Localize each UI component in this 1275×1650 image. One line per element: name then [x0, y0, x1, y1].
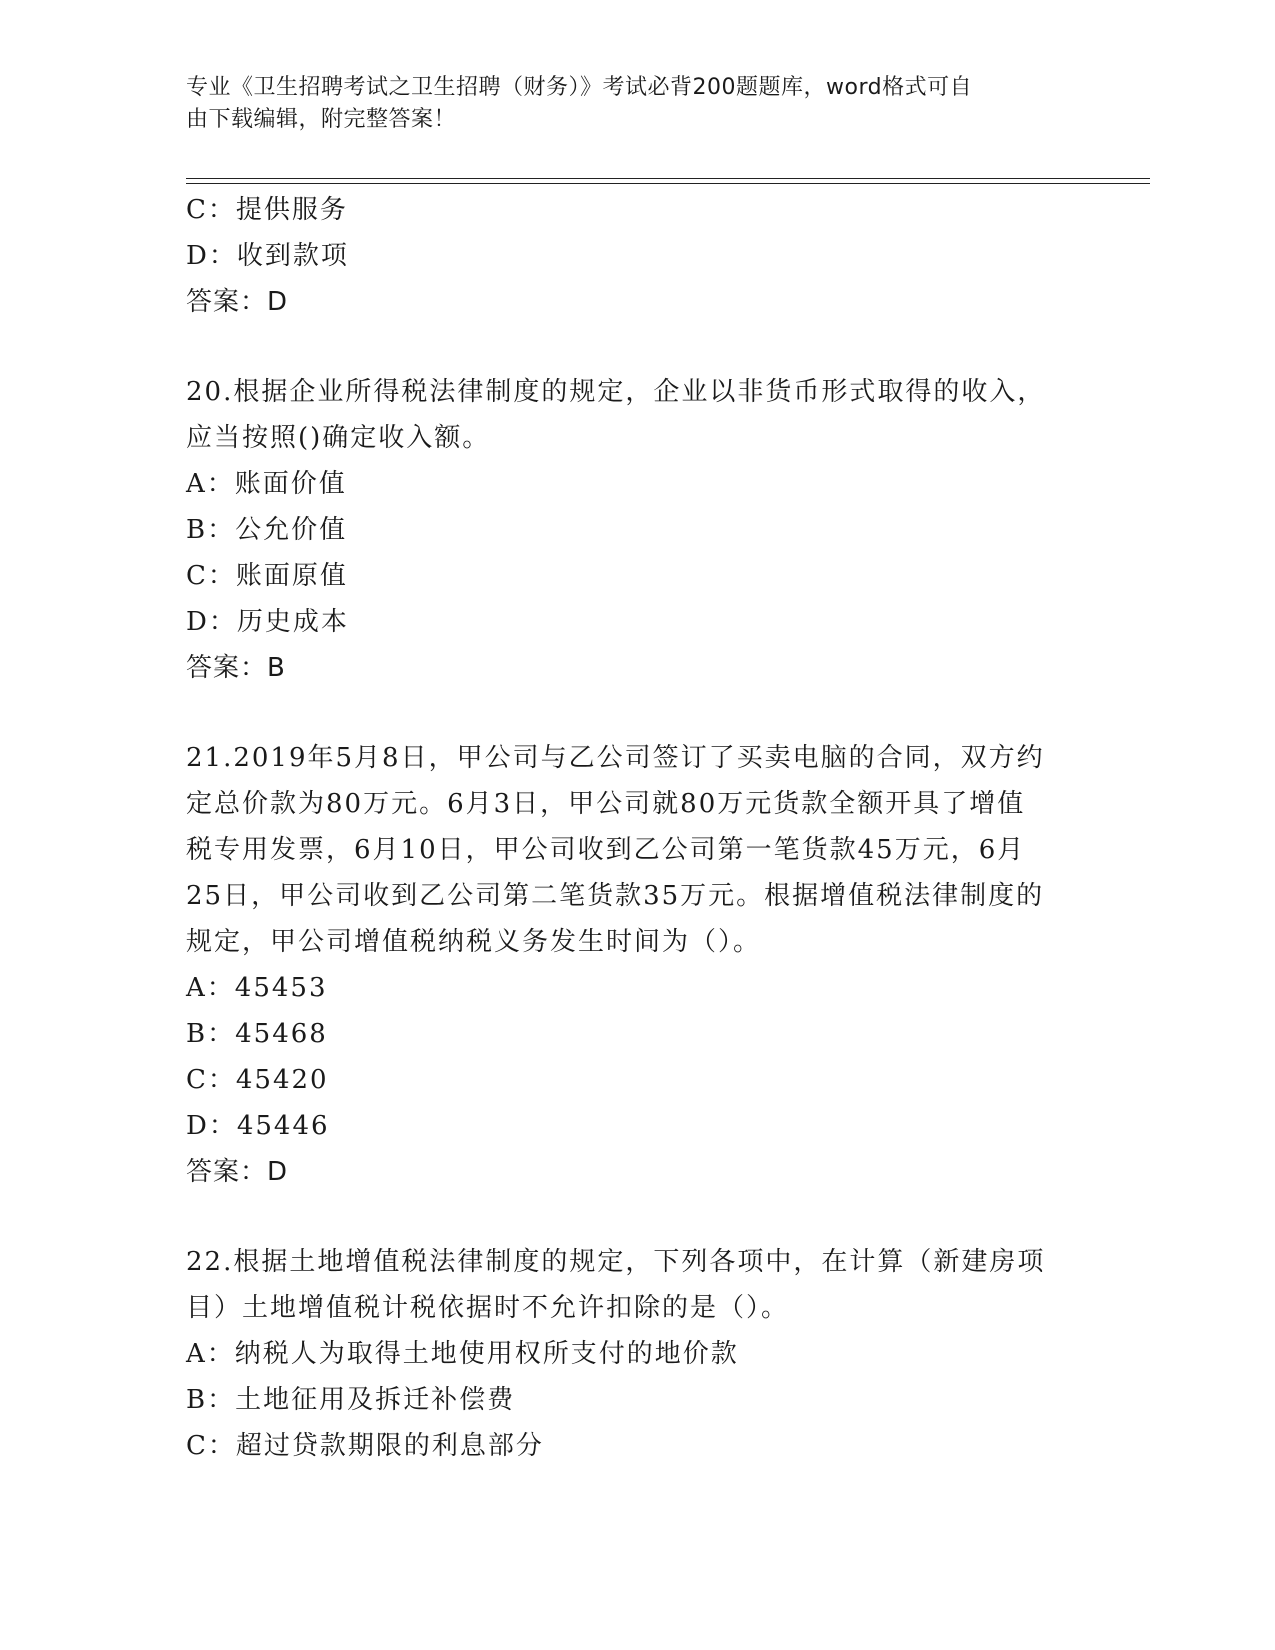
option-a: A：纳税人为取得土地使用权所支付的地价款 [186, 1339, 739, 1369]
option-c: C：45420 [186, 1065, 329, 1095]
question-stem-line: 21.2019年5月8日，甲公司与乙公司签订了买卖电脑的合同，双方约 [186, 743, 1045, 773]
answer-line: 答案：B [186, 653, 286, 683]
option-c: C：账面原值 [186, 561, 348, 591]
header-rule-top [186, 178, 1150, 179]
spacer [186, 1195, 1086, 1239]
document-header [186, 72, 1066, 136]
question-22 [186, 1239, 1086, 1469]
question-21 [186, 735, 1086, 1195]
header-rule-bottom [186, 183, 1150, 184]
question-19-tail [186, 187, 1086, 325]
option-b: B：公允价值 [186, 515, 348, 545]
question-stem-line: 22.根据土地增值税法律制度的规定，下列各项中，在计算（新建房项 [186, 1247, 1046, 1277]
answer-line: 答案：D [186, 1157, 289, 1187]
option-d: D：45446 [186, 1111, 330, 1141]
answer-line: 答案：D [186, 287, 289, 317]
document-body [186, 187, 1086, 1469]
option-d: D：历史成本 [186, 607, 349, 637]
option-c: C：超过贷款期限的利息部分 [186, 1431, 544, 1461]
option-b: B：45468 [186, 1019, 328, 1049]
spacer [186, 691, 1086, 735]
question-stem-line: 规定，甲公司增值税纳税义务发生时间为（）。 [186, 927, 762, 957]
option-a: A：45453 [186, 973, 328, 1003]
question-stem-line: 25日，甲公司收到乙公司第二笔货款35万元。根据增值税法律制度的 [186, 881, 1045, 911]
question-stem-line: 20.根据企业所得税法律制度的规定，企业以非货币形式取得的收入， [186, 377, 1046, 407]
question-stem-line: 应当按照()确定收入额。 [186, 423, 491, 453]
question-stem-line: 税专用发票，6月10日，甲公司收到乙公司第一笔货款45万元，6月 [186, 835, 1026, 865]
spacer [186, 325, 1086, 369]
question-stem-line: 目）土地增值税计税依据时不允许扣除的是（）。 [186, 1293, 790, 1323]
header-line-2: 由下载编辑，附完整答案！ [186, 107, 457, 132]
header-line-1: 专业《卫生招聘考试之卫生招聘（财务）》考试必背200题题库，word格式可自 [186, 75, 973, 100]
option-d: D：收到款项 [186, 241, 349, 271]
question-stem-line: 定总价款为80万元。6月3日，甲公司就80万元货款全额开具了增值 [186, 789, 1026, 819]
option-b: B：土地征用及拆迁补偿费 [186, 1385, 516, 1415]
option-c: C：提供服务 [186, 195, 348, 225]
option-a: A：账面价值 [186, 469, 347, 499]
question-20 [186, 369, 1086, 691]
